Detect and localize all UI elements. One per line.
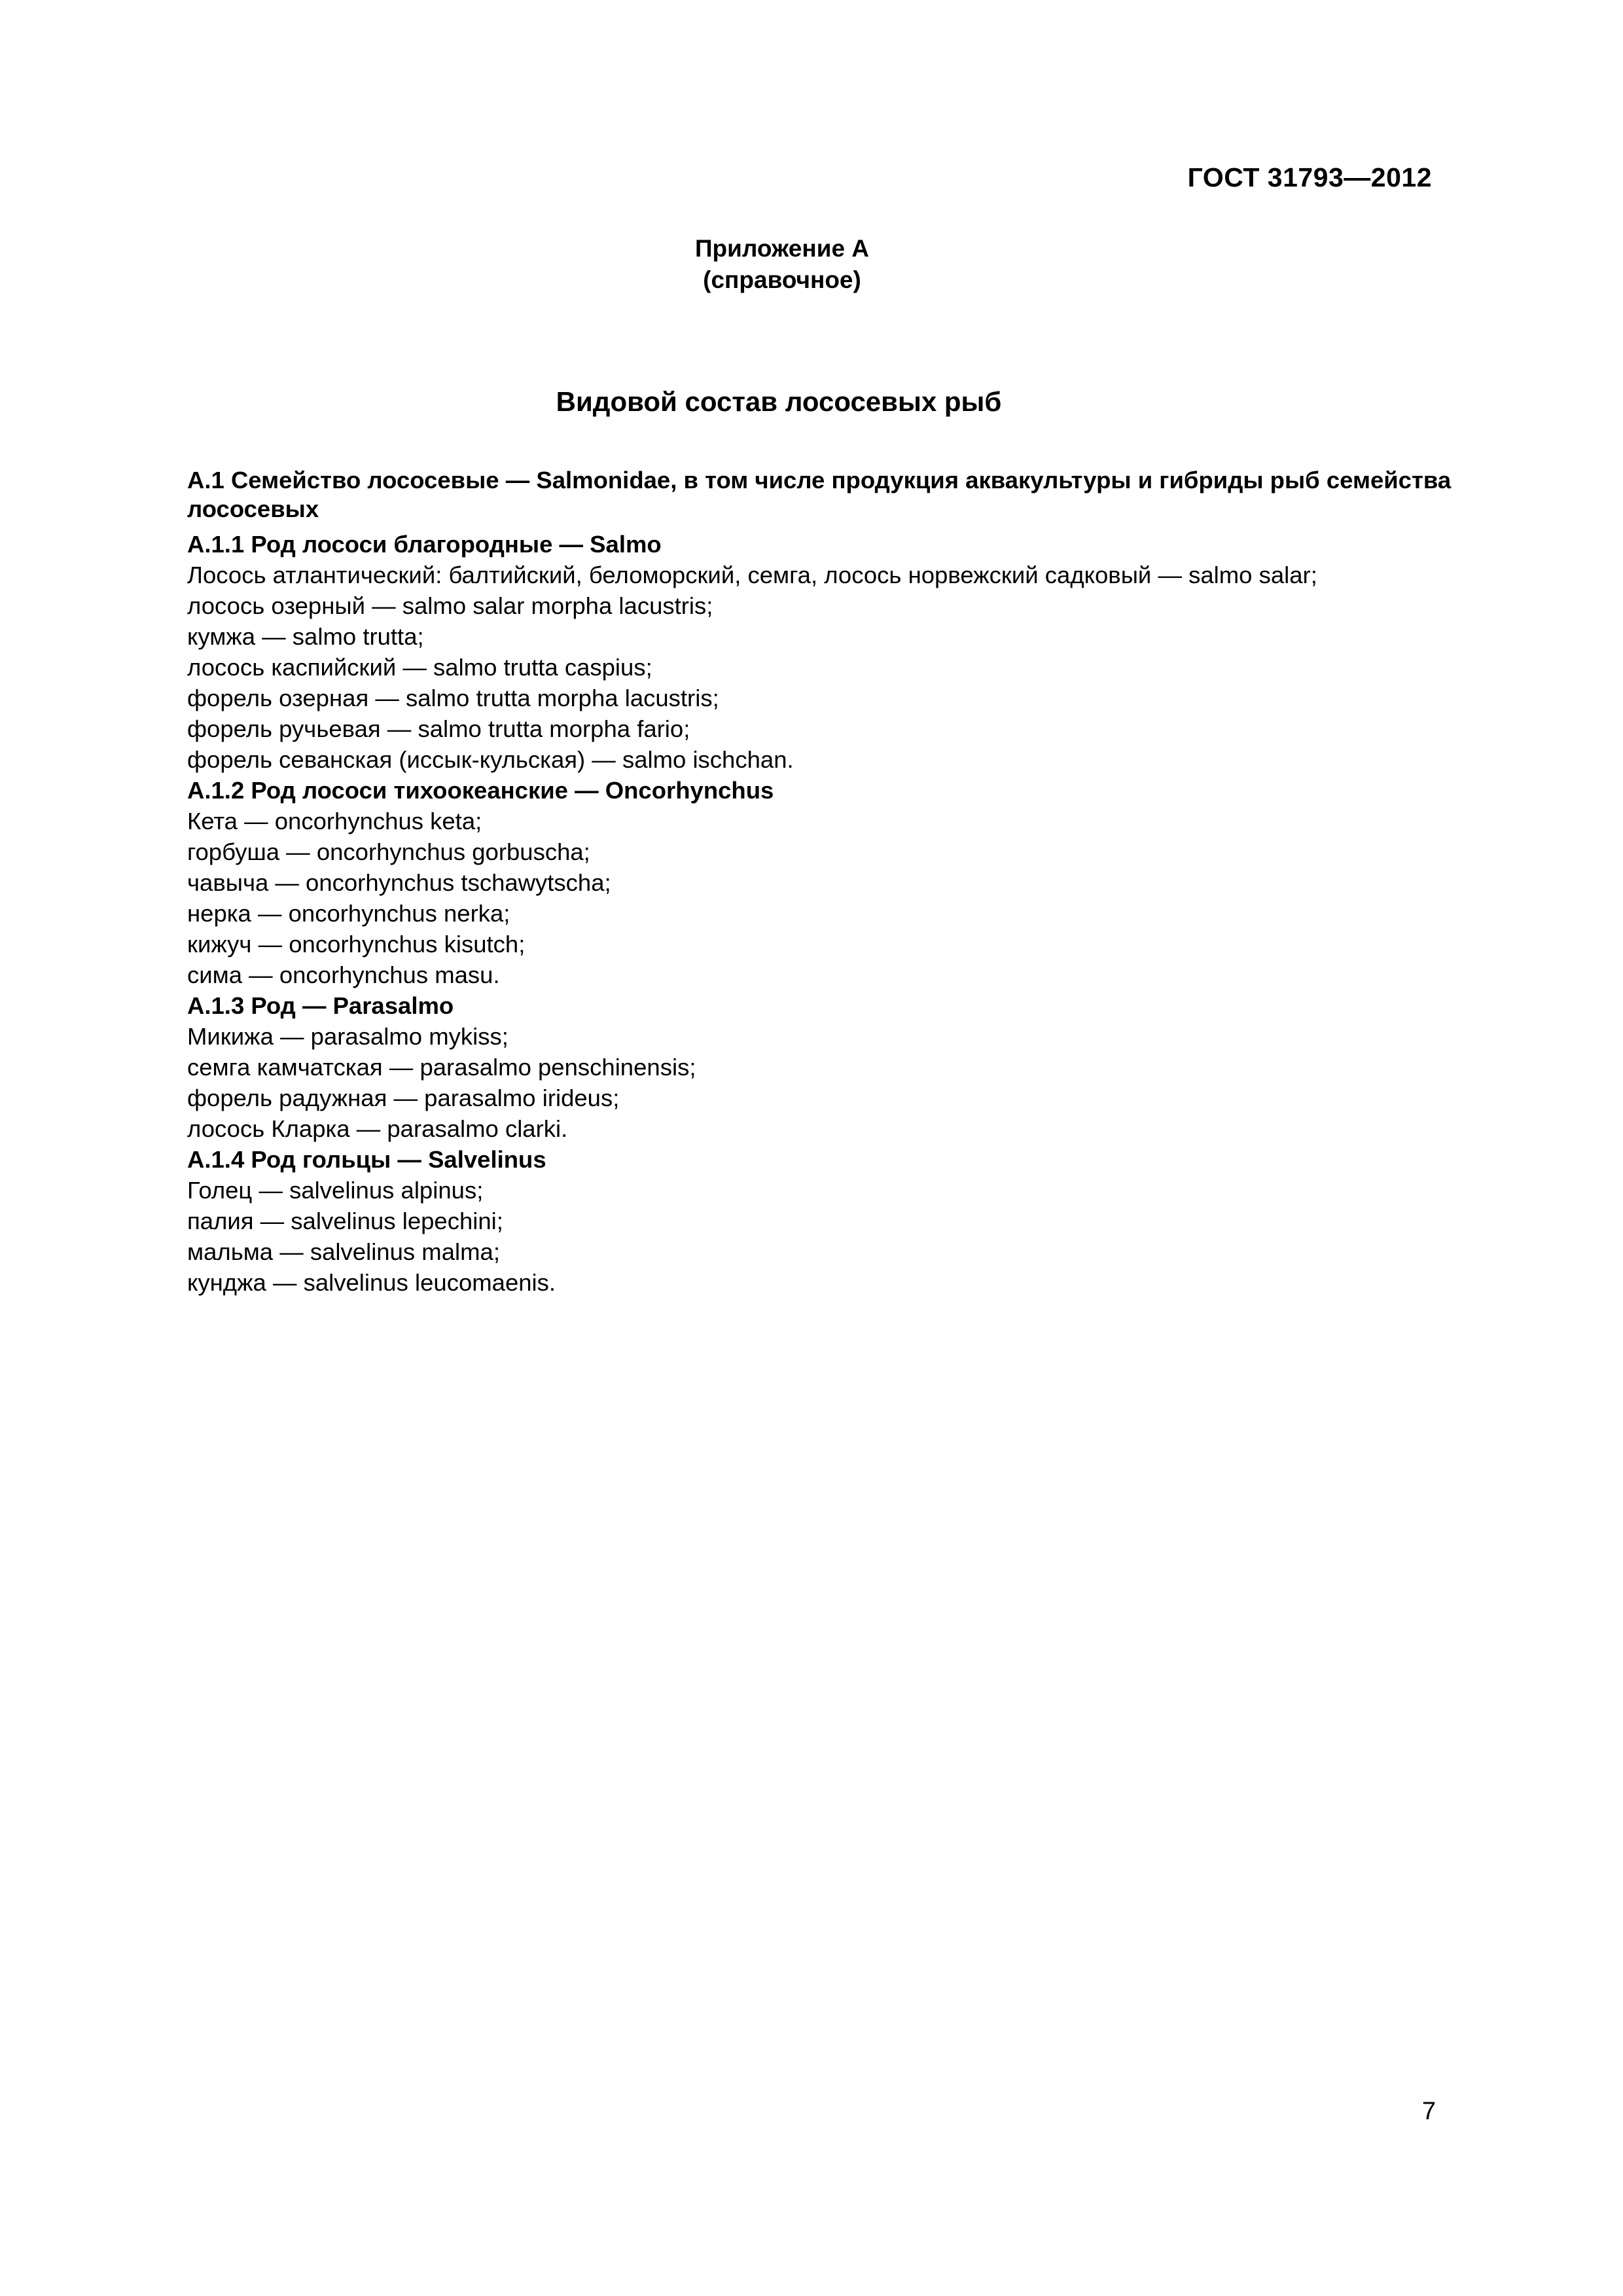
- subsection-parasalmo: [187, 990, 1463, 1144]
- species-line: чавыча — oncorhynchus tschawytscha;: [187, 869, 611, 896]
- species-line: кумжа — salmo trutta;: [187, 623, 424, 650]
- subsection-heading: А.1.3 Род — Parasalmo: [187, 992, 454, 1019]
- species-line: лосось озерный — salmo salar morpha lacustris;: [187, 592, 713, 619]
- species-line: форель озерная — salmo trutta morpha lacustris;: [187, 685, 719, 711]
- document-title: Видовой состав лососевых рыб: [556, 386, 1002, 417]
- species-line: лосось Кларка — parasalmo clarki.: [187, 1115, 568, 1142]
- species-line: горбуша — oncorhynchus gorbuscha;: [187, 838, 590, 865]
- species-line: Голец — salvelinus alpinus;: [187, 1177, 484, 1204]
- subsection-heading: А.1.2 Род лососи тихоокеанские — Oncorhynchus: [187, 777, 774, 804]
- species-line: нерка — oncorhynchus nerka;: [187, 900, 510, 927]
- species-line: палия — salvelinus lepechini;: [187, 1208, 503, 1234]
- species-line: кунджа — salvelinus leucomaenis.: [187, 1269, 556, 1296]
- species-line: лосось каспийский — salmo trutta caspius;: [187, 654, 652, 681]
- section-heading: А.1 Семейство лососевые — Salmonidae, в том числе продукция аквакультуры и гибриды рыб семейства лососевых: [187, 467, 1452, 522]
- document-body: [187, 466, 1463, 1298]
- subsection-salvelinus: [187, 1144, 1463, 1298]
- species-line: кижуч — oncorhynchus kisutch;: [187, 931, 526, 958]
- document-code: ГОСТ 31793—2012: [1187, 162, 1432, 192]
- annex-heading: [0, 233, 1564, 296]
- species-line: сима — oncorhynchus masu.: [187, 961, 500, 988]
- subsection-oncorhynchus: [187, 775, 1463, 990]
- annex-title: Приложение А: [694, 235, 870, 262]
- species-line: форель радужная — parasalmo irideus;: [187, 1085, 620, 1111]
- subsection-heading: А.1.4 Род гольцы — Salvelinus: [187, 1146, 546, 1173]
- species-line: мальма — salvelinus malma;: [187, 1238, 500, 1265]
- species-line: форель ручьевая — salmo trutta morpha fario;: [187, 715, 690, 742]
- species-line: форель севанская (иссык-кульская) — salmo ischchan.: [187, 746, 794, 773]
- species-line: Микижа — parasalmo mykiss;: [187, 1023, 508, 1050]
- species-line: Кета — oncorhynchus keta;: [187, 808, 482, 834]
- subsection-salmo: [187, 529, 1463, 775]
- species-line: семга камчатская — parasalmo penschinensis;: [187, 1054, 696, 1081]
- annex-type: (справочное): [703, 266, 861, 293]
- species-line: Лосось атлантический: балтийский, беломорский, семга, лосось норвежский садковый — salmo salar;: [187, 562, 1317, 588]
- subsection-heading: А.1.1 Род лососи благородные — Salmo: [187, 531, 662, 558]
- page-number: 7: [1421, 2098, 1436, 2125]
